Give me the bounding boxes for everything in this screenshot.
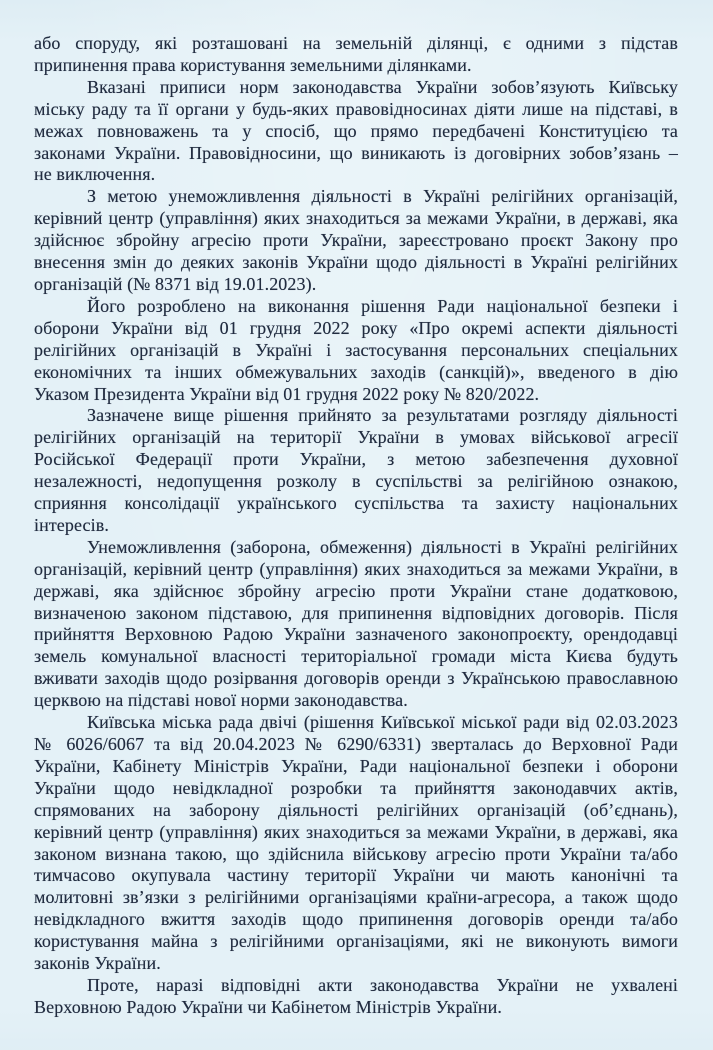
text-line: інтересів. (34, 514, 109, 535)
text-line: користування майна з релігійними організаціями, які не виконують вимоги (34, 931, 678, 952)
text-line: внесення змін до деяких законів України щодо діяльності в Україні релігійних (34, 252, 678, 273)
text-line: керівний центр (управління) яких знаходиться за межами України, в державі, яка (34, 821, 678, 842)
text-line: Його розроблено на виконання рішення Ради національної безпеки і (87, 295, 678, 316)
text-line: невідкладного вжиття заходів щодо припинення договорів оренди та/або (34, 909, 678, 930)
text-line: державі, яка здійснює збройну агресію проти України стане додатковою, (34, 580, 678, 601)
text-line: спрямованих на заборону діяльності релігійних організацій (об’єднань), (34, 799, 678, 820)
text-line: земель комунальної власності територіальної громади міста Києва будуть (34, 646, 678, 667)
text-line: Вказані приписи норм законодавства України зобов’язують Київську (87, 76, 678, 97)
text-line: прийняття Верховною Радою України зазначеного законопроєкту, орендодавці (34, 624, 678, 645)
paragraph (34, 975, 678, 1019)
text-line: або споруду, які розташовані на земельній ділянці, є одними з підстав (34, 33, 678, 53)
text-line: керівний центр (управління) яких знаходиться за межами України, в державі, яка (34, 208, 678, 229)
text-line: Указом Президента України від 01 грудня 2022 року № 820/2022. (34, 383, 540, 404)
text-line: Проте, наразі відповідні акти законодавства України не ухвалені (87, 974, 678, 995)
paragraph (34, 537, 678, 712)
text-line: Російської Федерації проти України, з метою забезпечення духовної (34, 449, 678, 470)
paragraph (34, 405, 678, 536)
text-line: України, Кабінету Міністрів України, Ради національної безпеки і оборони (34, 755, 678, 776)
text-line: З метою унеможливлення діяльності в Україні релігійних організацій, (87, 186, 678, 207)
text-line: оборони України від 01 грудня 2022 року «Про окремі аспекти діяльності (34, 317, 678, 338)
text-line: № 6026/6067 та від 20.04.2023 № 6290/6331) зверталась до Верховної Ради (34, 734, 678, 754)
text-line: економічних та інших обмежувальних заходів (санкцій)», введеного в дію (34, 361, 678, 382)
text-line: законом визнана такою, що здійснила військову агресію проти України та/або (34, 843, 678, 864)
text-line: організацій, керівний центр (управління) яких знаходиться за межами України, в (34, 558, 678, 579)
text-line: церквою на підставі нової норми законодавства. (34, 690, 408, 711)
text-line: Зазначене вище рішення прийнято за результатами розгляду діяльності (87, 405, 678, 426)
paragraph (34, 296, 678, 406)
document-body (34, 33, 678, 1019)
text-line: незалежності, недопущення розколу в суспільстві за релігійною ознакою, (34, 471, 678, 492)
text-line: припинення права користування земельними ділянками. (34, 54, 472, 75)
paragraph (34, 186, 678, 296)
text-line: межах повноважень та у спосіб, що прямо передбачені Конституцією та (34, 120, 678, 141)
text-line: здійснює збройну агресію проти України, зареєстровано проєкт Закону про (34, 230, 678, 251)
text-line: Верховною Радою України чи Кабінетом Міністрів України. (34, 996, 502, 1017)
text-line: Київська міська рада двічі (рішення Київської міської ради від 02.03.2023 (87, 712, 678, 733)
text-line: законів України. (34, 953, 161, 974)
text-line: організацій (№ 8371 від 19.01.2023). (34, 273, 317, 294)
paragraph (34, 712, 678, 975)
text-line: релігійних організацій в Україні і застосування персональних спеціальних (34, 339, 678, 360)
text-line: Унеможливлення (заборона, обмеження) діяльності в Україні релігійних (87, 536, 678, 557)
text-line: молитовні зв’язки з релігійними організаціями країни-агресора, а також щодо (34, 887, 678, 908)
text-line: не виключення. (34, 164, 156, 185)
text-line: релігійних організацій на території України в умовах військової агресії (34, 427, 678, 448)
text-line: законами України. Правовідносини, що виникають із договірних зобов’язань – (34, 142, 678, 163)
paragraph (34, 77, 678, 187)
text-line: визначеною законом підставою, для припинення відповідних договорів. Після (34, 602, 678, 623)
text-line: сприяння консолідації українського суспільства та захисту національних (34, 493, 678, 514)
text-line: міську раду та її органи у будь-яких правовідносинах діяти лише на підставі, в (34, 98, 678, 119)
text-line: тимчасово окупувала частину території України чи мають канонічні та (34, 865, 678, 886)
paragraph (34, 33, 678, 77)
text-line: України щодо невідкладної розробки та прийняття законодавчих актів, (34, 777, 678, 798)
text-line: вживати заходів щодо розірвання договорів оренди з Українською православною (34, 668, 678, 689)
